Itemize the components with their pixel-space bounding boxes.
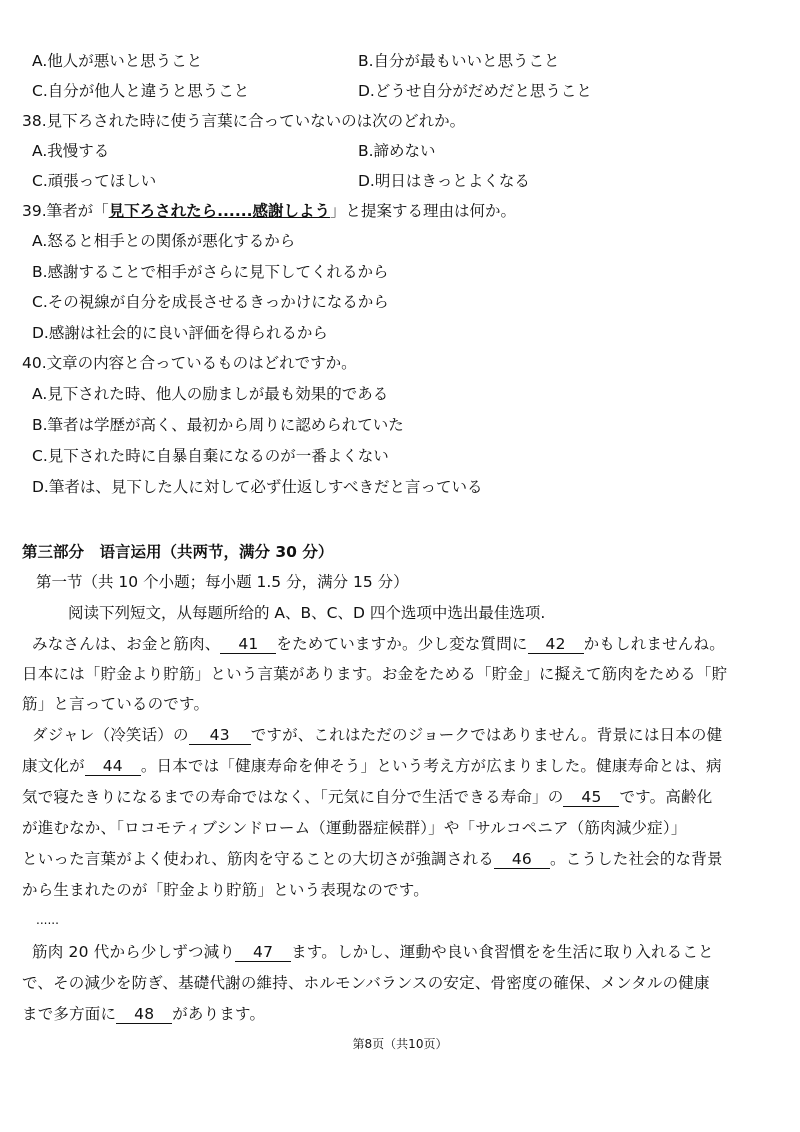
text-run: 。こうした社会的な背景 bbox=[549, 850, 723, 868]
blank-45: 45 bbox=[563, 788, 619, 807]
passage-p2-line1 bbox=[32, 724, 722, 746]
part3-title: 第三部分 语言运用（共两节，满分 30 分） bbox=[22, 543, 334, 561]
q39-stem-emphasis: 見下ろされたら......感謝しよう bbox=[108, 202, 330, 220]
q40-option-c: C.見下された時に自暴自棄になるのが一番よくない bbox=[32, 447, 389, 465]
section1-title: 第一节（共 10 个小题；每小题 1.5 分，满分 15 分） bbox=[36, 573, 409, 591]
text-run: みなさんは、お金と筋肉、 bbox=[32, 635, 221, 653]
q38-option-d: D.明日はきっとよくなる bbox=[358, 172, 530, 190]
q40-option-b: B.筆者は学歴が高く、最初から周りに認められていた bbox=[32, 416, 404, 434]
passage-p2-line4: が進むなか、「ロコモティブシンドローム（運動器症候群）」や「サルコペニア（筋肉減少症）」 bbox=[22, 819, 687, 837]
q39-option-b: B.感謝することで相手がさらに見下してくれるから bbox=[32, 263, 389, 281]
text-run: かもしれませんね。 bbox=[583, 635, 725, 653]
passage-p1-line1 bbox=[32, 633, 725, 655]
text-run: 。日本では「健康寿命を伸そう」という考え方が広まりました。健康寿命とは、病 bbox=[140, 757, 722, 775]
q40-option-a: A.見下された時、他人の励ましが最も効果的である bbox=[32, 385, 389, 403]
text-run: 筋肉 20 代から少しずつ減り bbox=[32, 943, 236, 961]
text-run: ます。しかし、運動や良い食習慣をを生活に取り入れること bbox=[291, 943, 714, 961]
blank-48: 48 bbox=[116, 1005, 172, 1024]
q39-stem bbox=[22, 200, 516, 222]
q40-stem: 40.文章の内容と合っているものはどれですか。 bbox=[22, 354, 357, 372]
q39-stem-after: 」と提案する理由は何か。 bbox=[330, 202, 517, 220]
passage-p3-line1 bbox=[32, 941, 714, 963]
text-run: ダジャレ（冷笑话）の bbox=[32, 726, 189, 744]
q39-option-a: A.怒ると相手との関係が悪化するから bbox=[32, 232, 296, 250]
passage-p1-line3: 筋」と言っているのです。 bbox=[22, 695, 210, 713]
passage-p2-line5 bbox=[22, 848, 723, 870]
blank-43: 43 bbox=[189, 726, 251, 745]
passage-p1-line2: 日本には「貯金より貯筋」という言葉があります。お金をためる「貯金」に擬えて筋肉をためる「貯 bbox=[22, 665, 728, 683]
text-run: 気で寝たきりになるまでの寿命ではなく、「元気に自分で生活できる寿命」の bbox=[22, 788, 564, 806]
q37-option-a: A.他人が悪いと思うこと bbox=[32, 52, 203, 70]
q38-stem: 38.見下ろされた時に使う言葉に合っていないのは次のどれか。 bbox=[22, 112, 466, 130]
q39-option-c: C.その視線が自分を成長させるきっかけになるから bbox=[32, 293, 389, 311]
ellipsis: ...... bbox=[36, 913, 59, 927]
q37-option-d: D.どうせ自分がだめだと思うこと bbox=[358, 82, 592, 100]
text-run: といった言葉がよく使われ、筋肉を守ることの大切さが強調される bbox=[22, 850, 494, 868]
text-run: です。高齢化 bbox=[619, 788, 713, 806]
q39-stem-before: 39.筆者が「 bbox=[22, 202, 109, 220]
blank-46: 46 bbox=[494, 850, 550, 869]
blank-44: 44 bbox=[85, 757, 141, 776]
section1-instruction: 阅读下列短文，从每题所给的 A、B、C、D 四个选项中选出最佳选项. bbox=[68, 604, 546, 622]
q37-option-c: C.自分が他人と違うと思うこと bbox=[32, 82, 250, 100]
passage-p2-line3 bbox=[22, 786, 712, 808]
blank-42: 42 bbox=[528, 635, 584, 654]
page-number: 第8页（共10页） bbox=[352, 1037, 448, 1051]
text-run: 康文化が bbox=[22, 757, 85, 775]
text-run: をためていますか。少し変な質問に bbox=[276, 635, 528, 653]
passage-p2-line6: から生まれたのが「貯金より貯筋」という表現なのです。 bbox=[22, 881, 429, 899]
blank-41: 41 bbox=[220, 635, 276, 654]
q38-option-c: C.頑張ってほしい bbox=[32, 172, 157, 190]
q39-option-d: D.感謝は社会的に良い評価を得られるから bbox=[32, 324, 328, 342]
text-run: があります。 bbox=[172, 1005, 266, 1023]
passage-p3-line3 bbox=[22, 1003, 265, 1025]
q38-option-a: A.我慢する bbox=[32, 142, 110, 160]
q37-option-b: B.自分が最もいいと思うこと bbox=[358, 52, 560, 70]
passage-p2-line2 bbox=[22, 755, 722, 777]
passage-p3-line2: で、その減少を防ぎ、基礎代謝の維持、ホルモンバランスの安定、骨密度の確保、メンタルの健康 bbox=[22, 974, 710, 992]
q40-option-d: D.筆者は、見下した人に対して必ず仕返しすべきだと言っている bbox=[32, 478, 483, 496]
q38-option-b: B.諦めない bbox=[358, 142, 436, 160]
text-run: まで多方面に bbox=[22, 1005, 117, 1023]
blank-47: 47 bbox=[235, 943, 291, 962]
text-run: ですが、これはただのジョークではありません。背景には日本の健 bbox=[250, 726, 723, 744]
